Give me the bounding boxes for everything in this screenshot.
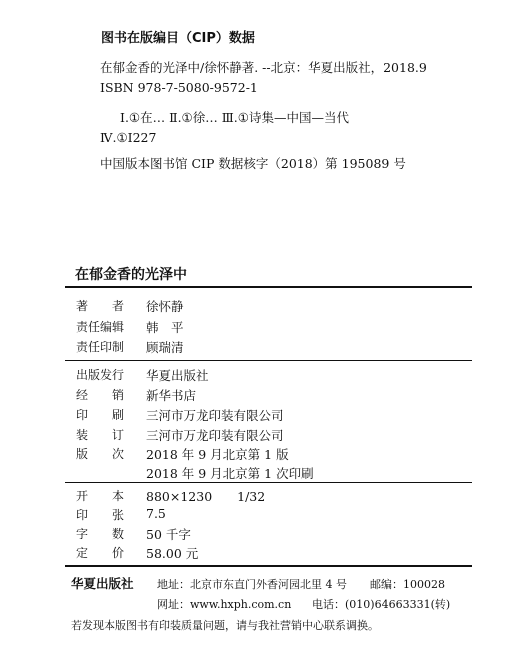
cip-record-number: 中国版本图书馆 CIP 数据核字（2018）第 195089 号 (100, 156, 406, 171)
footer-postcode: 邮编：100028 (370, 578, 445, 591)
production-label: 印 张 (76, 508, 125, 522)
credit-value: 韩 平 (146, 320, 184, 335)
production-label: 版 次 (76, 447, 125, 461)
production-value: 三河市万龙印装有限公司 (146, 428, 284, 443)
credits-rule (65, 360, 472, 361)
production-value: 58.00 元 (146, 546, 199, 561)
footer-publisher: 华夏出版社 (71, 576, 134, 591)
production-row (76, 544, 198, 562)
credit-value: 顾瑞清 (146, 340, 184, 355)
title-rule (65, 286, 472, 288)
production-value: 880×1230 1/32 (146, 489, 266, 504)
credit-label: 责任印制 (76, 340, 125, 354)
cip-heading: 图书在版编目（CIP）数据 (101, 31, 255, 46)
production-label: 开 本 (76, 489, 125, 503)
production-rule (65, 482, 472, 483)
production-row (76, 445, 289, 463)
production-row (76, 506, 166, 523)
cip-title-line: 在郁金香的光泽中/徐怀静著. --北京：华夏出版社，2018.9 (100, 60, 427, 75)
production-label: 字 数 (76, 527, 125, 541)
production-label (76, 464, 146, 482)
cip-isbn: ISBN 978-7-5080-9572-1 (100, 80, 258, 95)
production-value: 华夏出版社 (146, 368, 209, 383)
credit-row (76, 338, 184, 356)
production-label: 印 刷 (76, 408, 125, 422)
cip-classification-1: Ⅰ.①在… Ⅱ.①徐… Ⅲ.①诗集—中国—当代 (120, 110, 349, 125)
footer-phone: 电话：(010)64663331(转) (312, 598, 451, 611)
footer-address: 地址：北京市东直门外香河园北里 4 号 (157, 578, 347, 591)
footer-notice: 若发现本版图书有印装质量问题，请与我社营销中心联系调换。 (71, 619, 379, 632)
credit-row (76, 297, 184, 315)
production-value: 7.5 (146, 506, 166, 521)
footer-website: 网址：www.hxph.com.cn (157, 598, 292, 611)
production-row (76, 487, 265, 505)
production-value: 新华书店 (146, 388, 197, 403)
footer-rule (65, 565, 472, 567)
production-label: 装 订 (76, 428, 125, 442)
production-row (76, 464, 314, 482)
production-label: 定 价 (76, 546, 125, 560)
book-title: 在郁金香的光泽中 (75, 267, 187, 283)
credit-label: 责任编辑 (76, 320, 125, 334)
credit-row (76, 318, 184, 336)
production-value: 2018 年 9 月北京第 1 版 (146, 447, 289, 462)
production-value: 三河市万龙印装有限公司 (146, 408, 284, 423)
production-row (76, 426, 284, 444)
production-label: 出版发行 (76, 368, 125, 382)
production-row (76, 406, 284, 424)
production-label: 经 销 (76, 388, 125, 402)
production-value: 50 千字 (146, 527, 191, 542)
production-row (76, 525, 191, 543)
credit-value: 徐怀静 (146, 299, 184, 314)
credit-label: 著 者 (76, 299, 125, 313)
production-row (76, 386, 196, 404)
production-value: 2018 年 9 月北京第 1 次印刷 (146, 466, 314, 481)
cip-classification-2: Ⅳ.①I227 (100, 130, 157, 145)
production-row (76, 366, 209, 384)
